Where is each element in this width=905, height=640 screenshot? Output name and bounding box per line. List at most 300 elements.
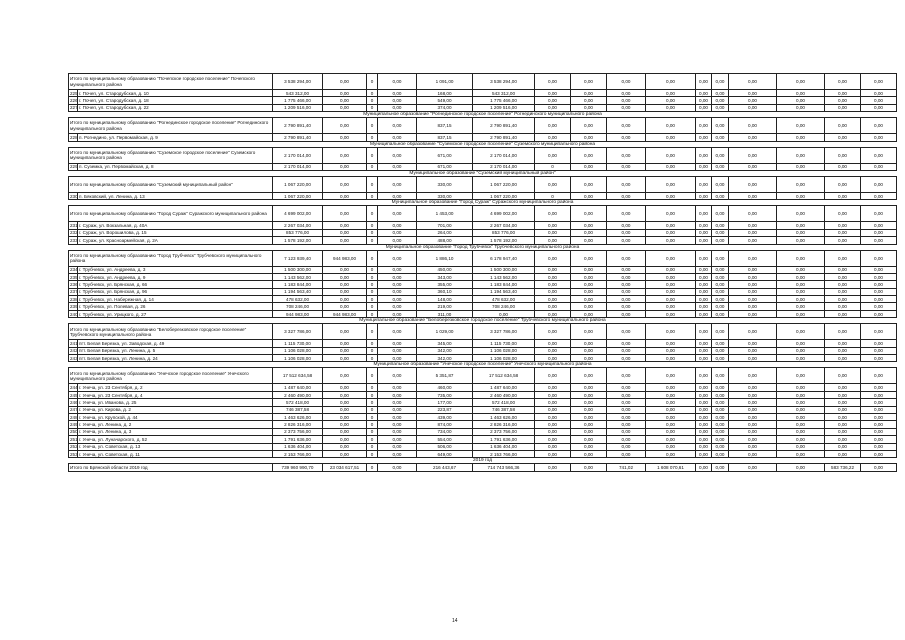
value-cell-c1: 572 418,00 [273, 399, 323, 406]
value-cell-c6: 0,00 [473, 310, 535, 317]
value-cell-c2: 0,00 [323, 436, 367, 443]
value-cell-c3: 0 [367, 104, 378, 111]
value-cell-c12: 0,00 [712, 104, 729, 111]
value-cell-c5: 450,00 [417, 266, 473, 273]
address-cell: г. Трубчевск, ул. Набережная, д. 14 [78, 296, 273, 303]
value-cell-c5: 439,00 [417, 413, 473, 420]
value-cell-c2: 944 983,00 [323, 250, 367, 266]
value-cell-c4: 0,00 [378, 450, 417, 457]
value-cell-c10: 0,00 [646, 229, 696, 236]
value-cell-c14: 0,00 [777, 399, 825, 406]
value-cell-c10: 0,00 [646, 273, 696, 280]
value-cell-c12: 0,00 [712, 406, 729, 413]
table-row [69, 303, 897, 310]
value-cell-c6: 1 578 192,00 [473, 237, 535, 244]
value-cell-c9: 0,00 [607, 206, 646, 222]
value-cell-c5: 554,00 [417, 436, 473, 443]
value-cell-c4: 0,00 [378, 281, 417, 288]
value-cell-c9: 0,00 [607, 450, 646, 457]
value-cell-c1: 1 106 028,00 [273, 347, 323, 354]
value-cell-c7: 0,00 [535, 340, 571, 347]
value-cell-c12: 0,00 [712, 118, 729, 134]
value-cell-c7: 0,00 [535, 384, 571, 391]
value-cell-c7: 0,00 [535, 74, 571, 90]
value-cell-c7: 0,00 [535, 288, 571, 295]
value-cell-c1: 1 791 636,00 [273, 436, 323, 443]
value-cell-c11: 0,00 [696, 443, 712, 450]
value-cell-c5: 216 443,67 [417, 464, 473, 472]
value-cell-c4: 0,00 [378, 421, 417, 428]
value-cell-c8: 0,00 [571, 413, 607, 420]
value-cell-c3: 0 [367, 413, 378, 420]
value-cell-c9: 0,00 [607, 384, 646, 391]
table-row [69, 406, 897, 413]
value-cell-c8: 0,00 [571, 436, 607, 443]
total-label-cell: Итого по муниципальному образованию "Суземский муниципальный район" [69, 176, 273, 192]
value-cell-c5: 343,00 [417, 273, 473, 280]
value-cell-c11: 0,00 [696, 406, 712, 413]
value-cell-c11: 0,00 [696, 347, 712, 354]
value-cell-c4: 0,00 [378, 97, 417, 104]
value-cell-c2: 0,00 [323, 237, 367, 244]
value-cell-c10: 0,00 [646, 288, 696, 295]
value-cell-c14: 0,00 [777, 384, 825, 391]
value-cell-c10: 0,00 [646, 237, 696, 244]
value-cell-c8: 0,00 [571, 464, 607, 472]
value-cell-c2: 0,00 [323, 266, 367, 273]
value-cell-c6: 1 487 640,00 [473, 384, 535, 391]
value-cell-c10: 0,00 [646, 250, 696, 266]
value-cell-c15: 0,00 [825, 176, 861, 192]
value-cell-c6: 1 143 562,00 [473, 273, 535, 280]
table-row [69, 384, 897, 391]
value-cell-c14: 0,00 [777, 147, 825, 163]
subtotal-row [69, 118, 897, 134]
value-cell-c15: 0,00 [825, 399, 861, 406]
value-cell-c4: 0,00 [378, 288, 417, 295]
value-cell-c13: 0,00 [729, 436, 777, 443]
value-cell-c9: 0,00 [607, 192, 646, 199]
value-cell-c4: 0,00 [378, 163, 417, 170]
value-cell-c10: 0,00 [646, 421, 696, 428]
section-heading: Муниципальное образование "Рогнединское городское поселение" Рогнединского муниципального района [363, 112, 602, 118]
value-cell-c15: 0,00 [825, 384, 861, 391]
subtotal-row [69, 176, 897, 192]
value-cell-c7: 0,00 [535, 176, 571, 192]
value-cell-c15: 0,00 [825, 134, 861, 141]
value-cell-c7: 0,00 [535, 355, 571, 362]
value-cell-c3: 0 [367, 436, 378, 443]
address-cell: г. Унеча, ул. 23 Сентября, д. 4 [78, 391, 273, 398]
value-cell-c3: 0 [367, 281, 378, 288]
address-cell: п. Бяковский, ул. Ленина, д. 13 [78, 192, 273, 199]
value-cell-c3: 0 [367, 118, 378, 134]
value-cell-c13: 0,00 [729, 104, 777, 111]
value-cell-c14: 0,00 [777, 222, 825, 229]
value-cell-c12: 0,00 [712, 229, 729, 236]
value-cell-c11: 0,00 [696, 74, 712, 90]
table-row [69, 450, 897, 457]
address-cell: г. Унеча, ул. Луначарского, д. 52 [78, 436, 273, 443]
value-cell-c13: 0,00 [729, 450, 777, 457]
value-cell-c1: 1 209 516,00 [273, 104, 323, 111]
row-number: 239 [70, 304, 78, 310]
value-cell-c5: 1 886,10 [417, 250, 473, 266]
value-cell-c12: 0,00 [712, 324, 729, 340]
value-cell-c10: 0,00 [646, 391, 696, 398]
value-cell-c11: 0,00 [696, 250, 712, 266]
value-cell-c1: 1 143 562,00 [273, 273, 323, 280]
row-number: 236 [70, 281, 78, 287]
value-cell-c15: 0,00 [825, 104, 861, 111]
address-cell: пгт. Белая Березка, ул. Ленина, д. 24 [78, 355, 273, 362]
address-cell: г. Почеп, ул. Стародубская, д. 10 [78, 90, 273, 97]
table-row [69, 229, 897, 236]
value-cell-c5: 837,15 [417, 118, 473, 134]
value-cell-c9: 0,00 [607, 310, 646, 317]
value-cell-c14: 0,00 [777, 206, 825, 222]
value-cell-c5: 311,00 [417, 310, 473, 317]
value-cell-c5: 734,00 [417, 428, 473, 435]
value-cell-c15: 0,00 [825, 273, 861, 280]
value-cell-c7: 0,00 [535, 436, 571, 443]
value-cell-c13: 0,00 [729, 192, 777, 199]
value-cell-c5: 5 351,87 [417, 368, 473, 384]
value-cell-c15: 0,00 [825, 229, 861, 236]
value-cell-c8: 0,00 [571, 206, 607, 222]
address-cell: г. Унеча, ул. Кирова, д. 2 [78, 406, 273, 413]
table-row [69, 134, 897, 141]
value-cell-c11: 0,00 [696, 391, 712, 398]
value-cell-c5: 342,00 [417, 347, 473, 354]
value-cell-c10: 0,00 [646, 384, 696, 391]
address-cell: г. Унеча, ул. Советская, д. 13 [78, 443, 273, 450]
value-cell-c4: 0,00 [378, 118, 417, 134]
value-cell-c5: 360,10 [417, 288, 473, 295]
value-cell-c12: 0,00 [712, 147, 729, 163]
value-cell-c16: 0,00 [861, 192, 897, 199]
table-row [69, 163, 897, 170]
value-cell-c6: 2 790 891,40 [473, 134, 535, 141]
value-cell-c13: 0,00 [729, 206, 777, 222]
value-cell-c2: 0,00 [323, 296, 367, 303]
value-cell-c13: 0,00 [729, 340, 777, 347]
value-cell-c3: 0 [367, 229, 378, 236]
value-cell-c12: 0,00 [712, 134, 729, 141]
value-cell-c3: 0 [367, 90, 378, 97]
value-cell-c9: 0,00 [607, 266, 646, 273]
value-cell-c10: 0,00 [646, 413, 696, 420]
value-cell-c16: 0,00 [861, 399, 897, 406]
value-cell-c5: 506,00 [417, 443, 473, 450]
value-cell-c5: 1 453,00 [417, 206, 473, 222]
value-cell-c16: 0,00 [861, 436, 897, 443]
value-cell-c9: 0,00 [607, 413, 646, 420]
value-cell-c9: 0,00 [607, 281, 646, 288]
value-cell-c5: 460,00 [417, 384, 473, 391]
subtotal-row [69, 368, 897, 384]
address-cell: п. Рогнедино, ул. Первомайская, д. 9 [78, 134, 273, 141]
value-cell-c3: 0 [367, 324, 378, 340]
value-cell-c12: 0,00 [712, 340, 729, 347]
address-cell: г. Почеп, ул. Стародубская, д. 18 [78, 97, 273, 104]
value-cell-c13: 0,00 [729, 250, 777, 266]
value-cell-c6: 1 115 730,00 [473, 340, 535, 347]
value-cell-c7: 0,00 [535, 266, 571, 273]
address-cell: г. Унеча, ул. Крупской, д. 44 [78, 413, 273, 420]
value-cell-c10: 0,00 [646, 450, 696, 457]
value-cell-c15: 0,00 [825, 237, 861, 244]
value-cell-c1: 2 790 891,40 [273, 134, 323, 141]
table-row [69, 399, 897, 406]
row-number: 253 [70, 451, 78, 457]
value-cell-c2: 0,00 [323, 97, 367, 104]
value-cell-c16: 0,00 [861, 384, 897, 391]
value-cell-c14: 0,00 [777, 340, 825, 347]
value-cell-c1: 1 636 404,00 [273, 443, 323, 450]
value-cell-c15: 0,00 [825, 74, 861, 90]
budget-table [68, 73, 897, 472]
value-cell-c16: 0,00 [861, 406, 897, 413]
value-cell-c3: 0 [367, 428, 378, 435]
value-cell-c2: 0,00 [323, 391, 367, 398]
value-cell-c12: 0,00 [712, 428, 729, 435]
value-cell-c3: 0 [367, 399, 378, 406]
value-cell-c14: 0,00 [777, 281, 825, 288]
value-cell-c13: 0,00 [729, 237, 777, 244]
value-cell-c6: 1 636 404,00 [473, 443, 535, 450]
value-cell-c9: 0,00 [607, 250, 646, 266]
table-row [69, 391, 897, 398]
value-cell-c8: 0,00 [571, 443, 607, 450]
value-cell-c9: 0,00 [607, 324, 646, 340]
value-cell-c11: 0,00 [696, 229, 712, 236]
value-cell-c4: 0,00 [378, 222, 417, 229]
value-cell-c11: 0,00 [696, 340, 712, 347]
value-cell-c16: 0,00 [861, 97, 897, 104]
value-cell-c15: 0,00 [825, 266, 861, 273]
value-cell-c8: 0,00 [571, 355, 607, 362]
value-cell-c13: 0,00 [729, 384, 777, 391]
value-cell-c12: 0,00 [712, 90, 729, 97]
value-cell-c16: 0,00 [861, 250, 897, 266]
value-cell-c10: 0,00 [646, 163, 696, 170]
value-cell-c16: 0,00 [861, 104, 897, 111]
value-cell-c3: 0 [367, 303, 378, 310]
value-cell-c13: 0,00 [729, 134, 777, 141]
value-cell-c11: 0,00 [696, 310, 712, 317]
total-label-cell: Итого по муниципальному образованию "Почепское городское поселение" Почепского муниципального района [69, 74, 273, 90]
value-cell-c7: 0,00 [535, 134, 571, 141]
value-cell-c16: 0,00 [861, 391, 897, 398]
value-cell-c8: 0,00 [571, 147, 607, 163]
value-cell-c8: 0,00 [571, 391, 607, 398]
value-cell-c1: 1 194 563,40 [273, 288, 323, 295]
value-cell-c7: 0,00 [535, 399, 571, 406]
value-cell-c9: 0,00 [607, 222, 646, 229]
value-cell-c5: 330,00 [417, 176, 473, 192]
value-cell-c1: 2 267 034,00 [273, 222, 323, 229]
value-cell-c14: 0,00 [777, 288, 825, 295]
value-cell-c16: 0,00 [861, 74, 897, 90]
address-cell: г. Сураж, ул. Ворошилова, д. 15 [78, 229, 273, 236]
value-cell-c10: 0,00 [646, 97, 696, 104]
value-cell-c10: 0,00 [646, 206, 696, 222]
value-cell-c11: 0,00 [696, 237, 712, 244]
value-cell-c13: 0,00 [729, 368, 777, 384]
value-cell-c9: 0,00 [607, 368, 646, 384]
value-cell-c7: 0,00 [535, 229, 571, 236]
value-cell-c13: 0,00 [729, 90, 777, 97]
value-cell-c12: 0,00 [712, 97, 729, 104]
value-cell-c2: 0,00 [323, 421, 367, 428]
value-cell-c14: 0,00 [777, 273, 825, 280]
value-cell-c10: 0,00 [646, 399, 696, 406]
value-cell-c9: 0,00 [607, 176, 646, 192]
value-cell-c6: 1 106 028,00 [473, 347, 535, 354]
value-cell-c4: 0,00 [378, 237, 417, 244]
value-cell-c7: 0,00 [535, 206, 571, 222]
value-cell-c6: 17 512 634,58 [473, 368, 535, 384]
table-row [69, 90, 897, 97]
address-cell: г. Трубчевск, ул. Андреева, д. 3 [78, 266, 273, 273]
value-cell-c8: 0,00 [571, 296, 607, 303]
value-cell-c13: 0,00 [729, 310, 777, 317]
budget-table-sheet [68, 73, 896, 472]
value-cell-c14: 0,00 [777, 347, 825, 354]
value-cell-c5: 1 029,00 [417, 324, 473, 340]
value-cell-c9: 0,00 [607, 104, 646, 111]
value-cell-c9: 0,00 [607, 340, 646, 347]
value-cell-c4: 0,00 [378, 192, 417, 199]
value-cell-c15: 0,00 [825, 163, 861, 170]
value-cell-c7: 0,00 [535, 368, 571, 384]
address-cell: г. Унеча, ул. Ленина, д. 2 [78, 421, 273, 428]
value-cell-c11: 0,00 [696, 222, 712, 229]
value-cell-c15: 0,00 [825, 347, 861, 354]
value-cell-c4: 0,00 [378, 303, 417, 310]
value-cell-c14: 0,00 [777, 303, 825, 310]
value-cell-c16: 0,00 [861, 163, 897, 170]
value-cell-c7: 0,00 [535, 428, 571, 435]
value-cell-c15: 0,00 [825, 324, 861, 340]
total-label-cell: Итого по муниципальному образованию "Белоберезковское городское поселение" Трубчевского муниципального района [69, 324, 273, 340]
value-cell-c4: 0,00 [378, 399, 417, 406]
address-cell: г. Трубчевск, ул. Брянская, д. 66 [78, 281, 273, 288]
value-cell-c16: 0,00 [861, 222, 897, 229]
value-cell-c11: 0,00 [696, 273, 712, 280]
total-label-cell: Итого по муниципальному образованию "Город Сураж" Суражского муниципального района [69, 206, 273, 222]
address-cell: г. Трубчевск, ул. Андреева, д. 9 [78, 273, 273, 280]
value-cell-c11: 0,00 [696, 163, 712, 170]
value-cell-c4: 0,00 [378, 406, 417, 413]
value-cell-c11: 0,00 [696, 281, 712, 288]
value-cell-c2: 0,00 [323, 192, 367, 199]
value-cell-c15: 0,00 [825, 90, 861, 97]
value-cell-c1: 4 699 002,00 [273, 206, 323, 222]
value-cell-c8: 0,00 [571, 250, 607, 266]
value-cell-c9: 0,00 [607, 97, 646, 104]
value-cell-c2: 0,00 [323, 222, 367, 229]
value-cell-c5: 345,00 [417, 340, 473, 347]
row-number: 235 [70, 274, 78, 280]
table-row [69, 104, 897, 111]
value-cell-c10: 0,00 [646, 443, 696, 450]
value-cell-c8: 0,00 [571, 74, 607, 90]
value-cell-c5: 223,87 [417, 406, 473, 413]
value-cell-c8: 0,00 [571, 222, 607, 229]
value-cell-c3: 0 [367, 421, 378, 428]
value-cell-c10: 0,00 [646, 147, 696, 163]
table-row [69, 413, 897, 420]
value-cell-c15: 0,00 [825, 250, 861, 266]
value-cell-c14: 0,00 [777, 443, 825, 450]
value-cell-c5: 874,00 [417, 421, 473, 428]
value-cell-c12: 0,00 [712, 250, 729, 266]
value-cell-c15: 0,00 [825, 443, 861, 450]
value-cell-c13: 0,00 [729, 421, 777, 428]
value-cell-c4: 0,00 [378, 436, 417, 443]
value-cell-c1: 1 067 220,00 [273, 192, 323, 199]
value-cell-c2: 0,00 [323, 428, 367, 435]
address-cell: г. Трубчевск, ул. Полевая, д. 26 [78, 303, 273, 310]
value-cell-c9: 0,00 [607, 147, 646, 163]
value-cell-c8: 0,00 [571, 310, 607, 317]
value-cell-c4: 0,00 [378, 443, 417, 450]
value-cell-c1: 1 487 640,00 [273, 384, 323, 391]
value-cell-c2: 0,00 [323, 273, 367, 280]
value-cell-c16: 0,00 [861, 428, 897, 435]
value-cell-c15: 0,00 [825, 436, 861, 443]
table-row [69, 273, 897, 280]
value-cell-c6: 2 826 316,00 [473, 421, 535, 428]
value-cell-c11: 0,00 [696, 384, 712, 391]
value-cell-c8: 0,00 [571, 104, 607, 111]
value-cell-c13: 0,00 [729, 303, 777, 310]
value-cell-c1: 2 790 891,40 [273, 118, 323, 134]
value-cell-c8: 0,00 [571, 192, 607, 199]
value-cell-c16: 0,00 [861, 324, 897, 340]
value-cell-c9: 0,00 [607, 296, 646, 303]
value-cell-c3: 0 [367, 176, 378, 192]
value-cell-c7: 0,00 [535, 303, 571, 310]
value-cell-c13: 0,00 [729, 147, 777, 163]
value-cell-c13: 0,00 [729, 428, 777, 435]
value-cell-c9: 0,00 [607, 406, 646, 413]
value-cell-c2: 0,00 [323, 413, 367, 420]
row-number: 250 [70, 429, 78, 435]
value-cell-c14: 0,00 [777, 324, 825, 340]
value-cell-c3: 0 [367, 250, 378, 266]
value-cell-c7: 0,00 [535, 222, 571, 229]
value-cell-c15: 0,00 [825, 118, 861, 134]
value-cell-c13: 0,00 [729, 413, 777, 420]
value-cell-c1: 478 632,00 [273, 296, 323, 303]
value-cell-c8: 0,00 [571, 450, 607, 457]
grand-total-row [69, 464, 897, 472]
value-cell-c12: 0,00 [712, 450, 729, 457]
value-cell-c4: 0,00 [378, 229, 417, 236]
value-cell-c14: 0,00 [777, 450, 825, 457]
total-label-cell: Итого по муниципальному образованию "Суземское городское поселение" Суземского муниципального района [69, 147, 273, 163]
value-cell-c16: 0,00 [861, 134, 897, 141]
subtotal-row [69, 324, 897, 340]
value-cell-c2: 944 983,00 [323, 310, 367, 317]
value-cell-c12: 0,00 [712, 303, 729, 310]
value-cell-c2: 0,00 [323, 384, 367, 391]
value-cell-c4: 0,00 [378, 104, 417, 111]
value-cell-c12: 0,00 [712, 421, 729, 428]
